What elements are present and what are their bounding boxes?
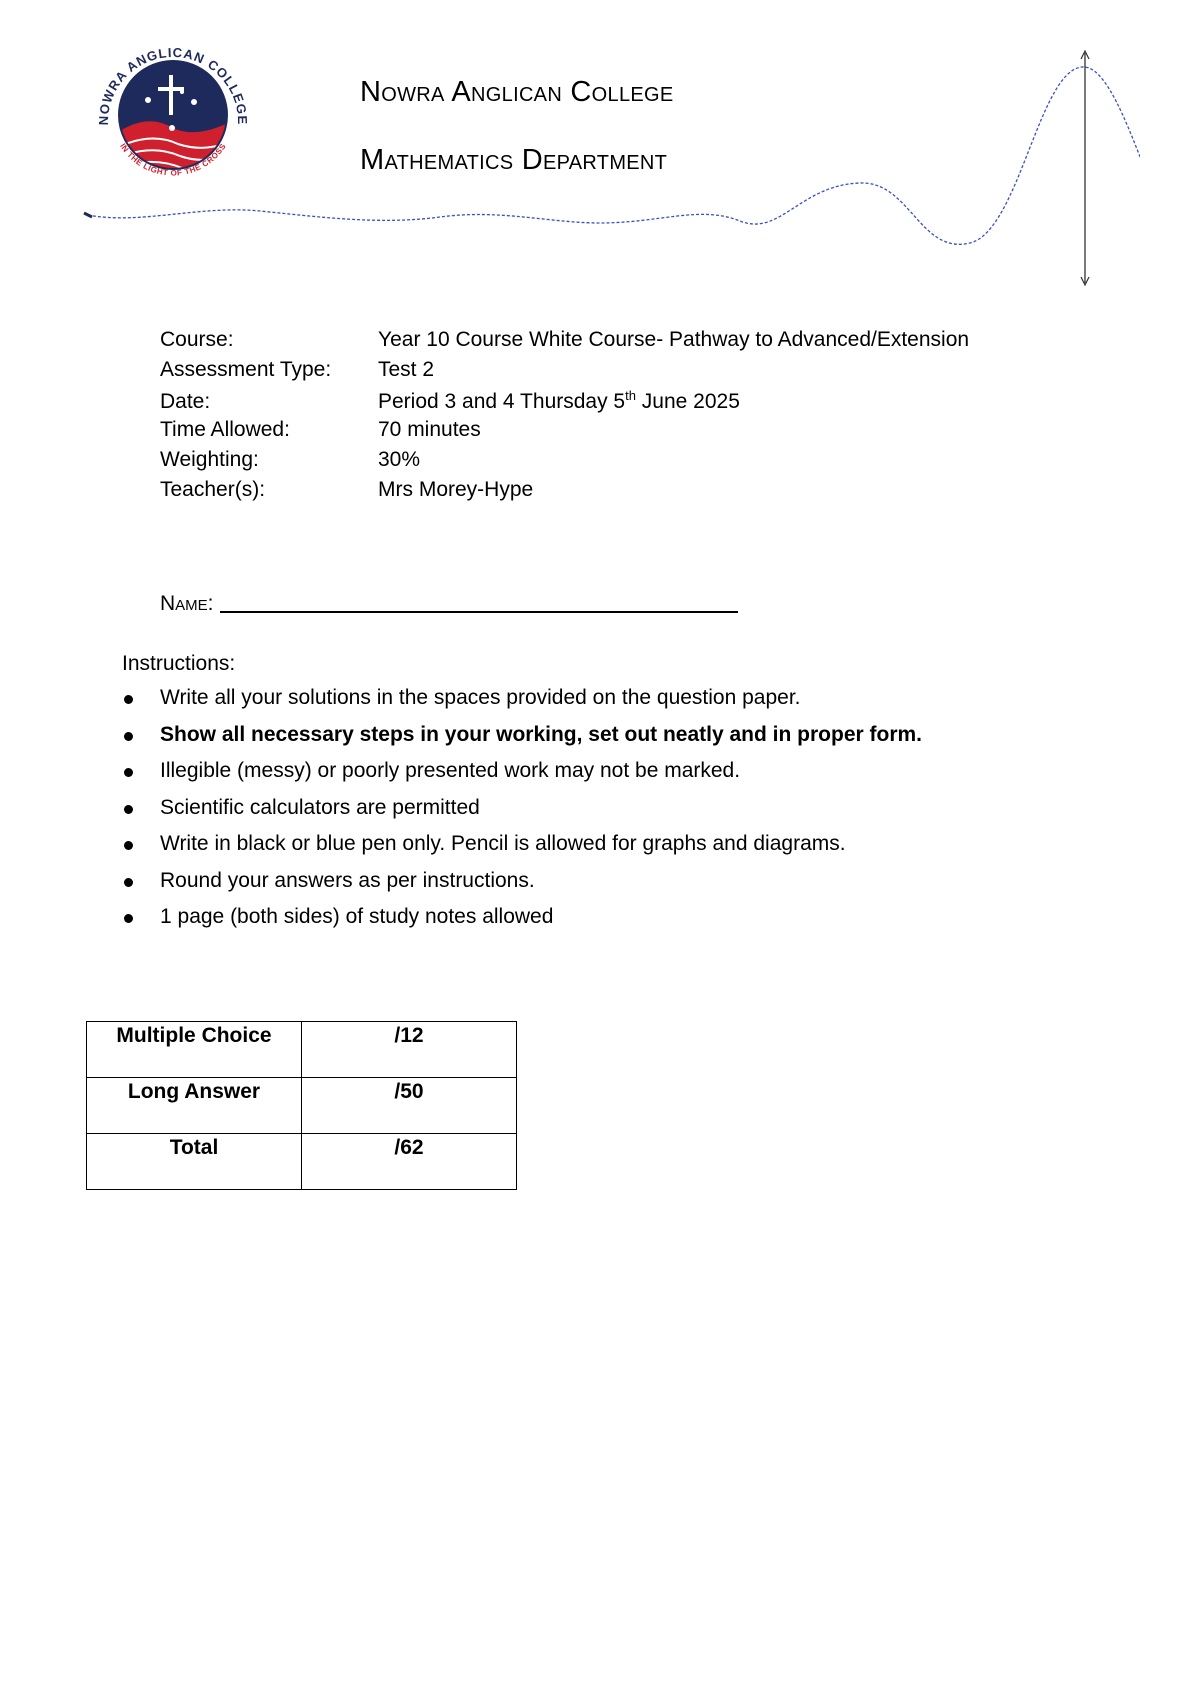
info-row-course <box>160 328 969 352</box>
date-month-year: June 2025 <box>635 390 740 413</box>
instruction-item <box>122 905 922 942</box>
date-text: Period 3 and 4 Thursday 5 <box>378 390 626 413</box>
logo-bottom-text: IN THE LIGHT OF THE CROSS <box>118 141 228 178</box>
instructions-heading: Instructions: <box>122 652 236 675</box>
instruction-text: Scientific calculators are permitted <box>160 795 480 819</box>
department-name: Mathematics Department <box>360 144 668 176</box>
instruction-item <box>122 796 922 833</box>
instruction-item <box>122 723 922 760</box>
table-row <box>87 1022 517 1078</box>
instruction-text: Show all necessary steps in your working, set out neatly and in proper form. <box>160 722 923 746</box>
info-row-time-allowed <box>160 418 481 442</box>
student-name-field[interactable] <box>160 592 738 616</box>
marks-cell: /50 <box>302 1078 517 1134</box>
instruction-text: Illegible (messy) or poorly presented work may not be marked. <box>160 759 741 782</box>
instruction-item <box>122 759 922 796</box>
info-label: Teacher(s): <box>160 478 266 501</box>
info-row-teacher <box>160 478 533 502</box>
info-value: 30% <box>378 448 421 471</box>
instruction-item <box>122 832 922 869</box>
info-row-weighting <box>160 448 420 472</box>
instruction-text: 1 page (both sides) of study notes allowed <box>160 905 554 928</box>
marks-table <box>86 1021 517 1190</box>
info-label: Assessment Type: <box>160 358 332 381</box>
bullet-icon <box>124 914 133 923</box>
info-row-date <box>160 388 740 414</box>
college-name: Nowra Anglican College <box>360 76 674 108</box>
bullet-icon <box>124 841 133 850</box>
info-label: Date: <box>160 390 211 413</box>
bullet-icon <box>124 732 133 741</box>
marks-cell: /12 <box>302 1022 517 1078</box>
bullet-icon <box>124 878 133 887</box>
table-row <box>87 1134 517 1190</box>
instruction-text: Round your answers as per instructions. <box>160 868 535 892</box>
name-blank-line[interactable] <box>220 611 738 613</box>
info-row-assessment-type <box>160 358 434 382</box>
bullet-icon <box>124 805 133 814</box>
table-row <box>87 1078 517 1134</box>
instruction-text: Write all your solutions in the spaces provided on the question paper. <box>160 686 801 709</box>
instruction-list <box>122 686 922 942</box>
info-label: Time Allowed: <box>160 418 290 441</box>
info-value: Year 10 Course White Course- Pathway to Advanced/Extension <box>378 328 970 351</box>
marks-cell: /62 <box>302 1134 517 1190</box>
bullet-icon <box>124 768 133 777</box>
info-value: Mrs Morey-Hype <box>378 478 534 501</box>
bullet-icon <box>124 695 133 704</box>
date-ordinal: th <box>625 388 636 403</box>
info-value: 70 minutes <box>378 418 481 441</box>
section-cell: Total <box>87 1134 302 1190</box>
name-label: Name: <box>160 592 214 615</box>
logo-top-text: NOWRA ANGLICAN COLLEGE <box>95 44 251 126</box>
instruction-text: Write in black or blue pen only. Pencil is allowed for graphs and diagrams. <box>160 832 846 855</box>
instruction-item <box>122 686 922 723</box>
section-cell: Multiple Choice <box>87 1022 302 1078</box>
section-cell: Long Answer <box>87 1078 302 1134</box>
instruction-item <box>122 869 922 906</box>
info-value <box>378 388 740 414</box>
info-label: Weighting: <box>160 448 259 471</box>
info-value: Test 2 <box>378 358 435 381</box>
info-label: Course: <box>160 328 234 351</box>
